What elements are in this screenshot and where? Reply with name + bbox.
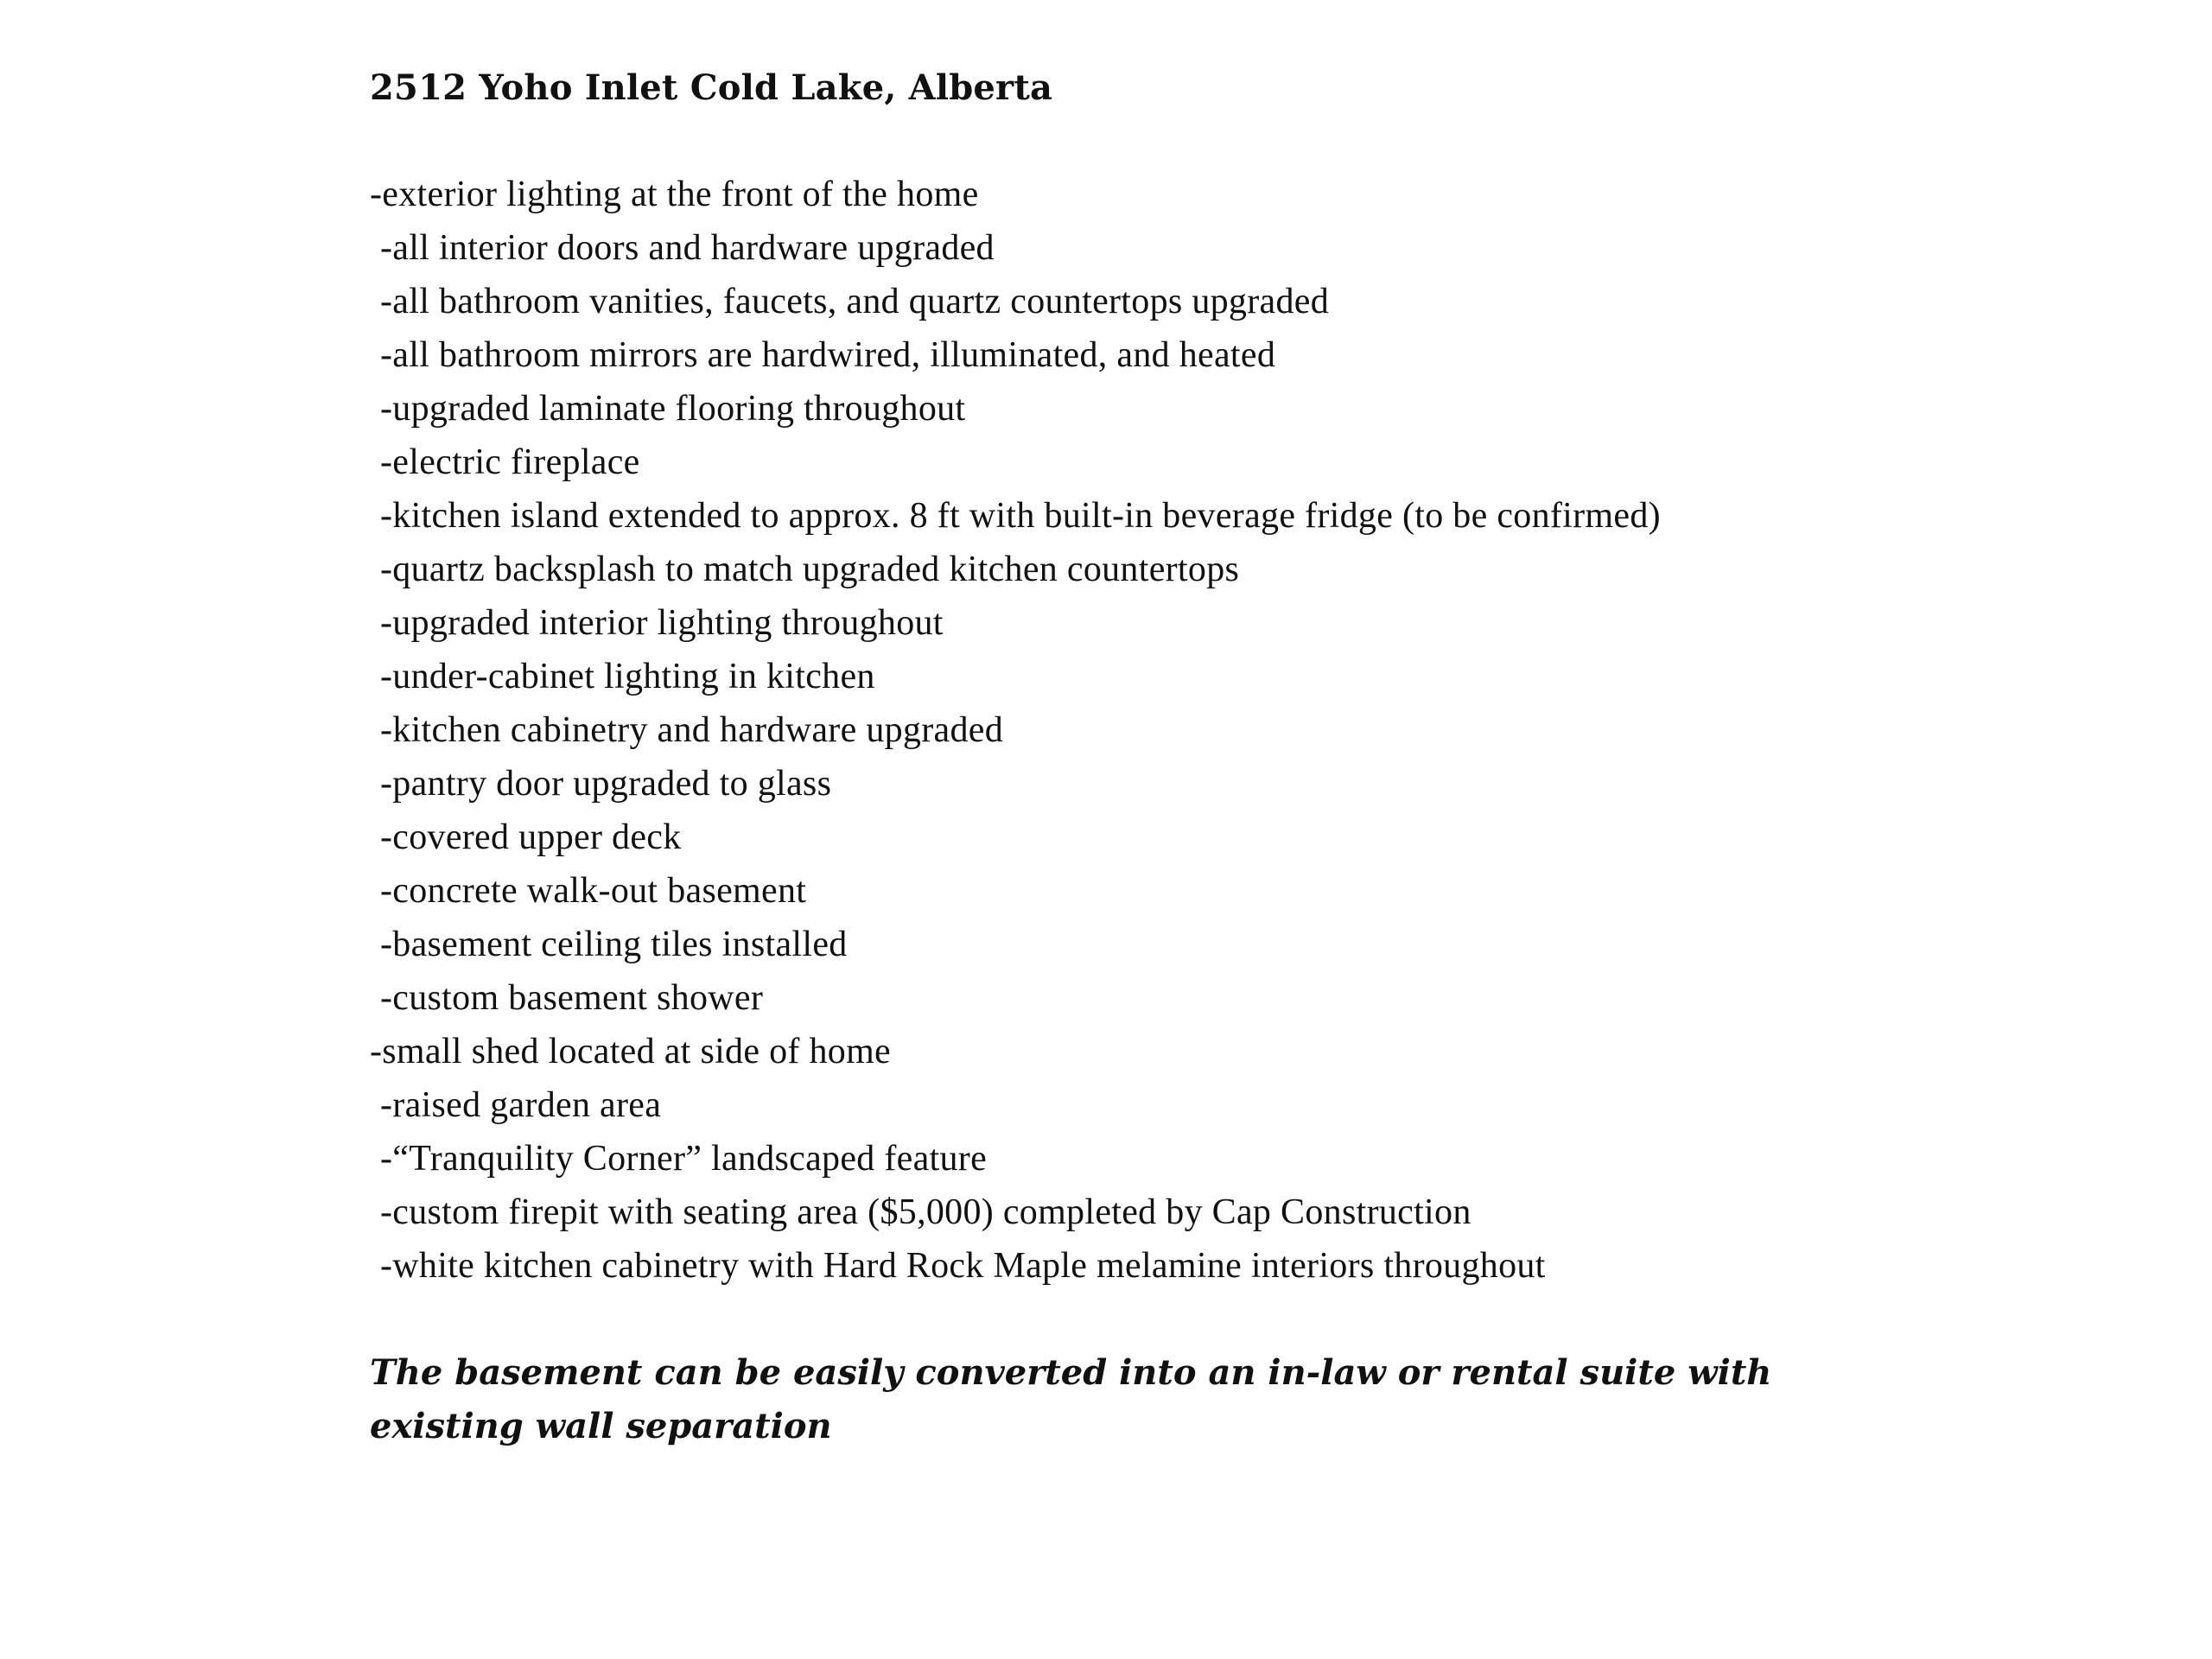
feature-item: -covered upper deck [380, 817, 682, 857]
feature-item: -kitchen island extended to approx. 8 ft with built-in beverage fridge (to be confirmed) [380, 496, 1661, 536]
feature-item: -exterior lighting at the front of the home [370, 175, 979, 214]
feature-item: -“Tranquility Corner” landscaped feature [380, 1139, 988, 1179]
feature-item: -under-cabinet lighting in kitchen [380, 657, 875, 696]
feature-item: -pantry door upgraded to glass [380, 764, 832, 804]
feature-item: -small shed located at side of home [370, 1032, 891, 1071]
basement-note: The basement can be easily converted into an in-law or rental suite with existing wall separation [370, 1352, 1772, 1446]
feature-item: -all interior doors and hardware upgraded [380, 228, 995, 268]
feature-item: -upgraded laminate flooring throughout [380, 389, 966, 429]
feature-item: -concrete walk-out basement [380, 871, 807, 911]
feature-item: -custom basement shower [380, 978, 764, 1018]
feature-item: -kitchen cabinetry and hardware upgraded [380, 710, 1003, 750]
feature-list [370, 168, 1856, 1293]
feature-item: -white kitchen cabinetry with Hard Rock Maple melamine interiors throughout [380, 1246, 1546, 1286]
feature-item: -raised garden area [380, 1085, 662, 1125]
feature-item: -all bathroom mirrors are hardwired, illuminated, and heated [380, 335, 1276, 375]
feature-item: -basement ceiling tiles installed [380, 925, 848, 964]
feature-item: -electric fireplace [380, 442, 640, 482]
document-page [370, 62, 1856, 1453]
feature-item: -custom firepit with seating area ($5,000) completed by Cap Construction [380, 1192, 1471, 1232]
document-title: 2512 Yoho Inlet Cold Lake, Alberta [370, 67, 1053, 108]
feature-item: -upgraded interior lighting throughout [380, 603, 944, 643]
feature-item: -quartz backsplash to match upgraded kitchen countertops [380, 550, 1240, 589]
feature-item: -all bathroom vanities, faucets, and quartz countertops upgraded [380, 282, 1329, 321]
